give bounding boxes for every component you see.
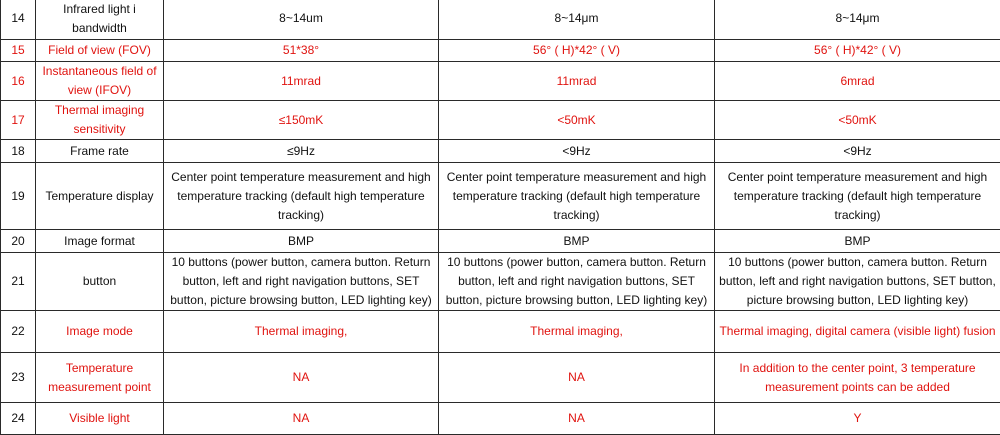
table-row [1,140,1000,163]
row-number: 18 [1,140,36,163]
model-2-value: 56° ( H)*42° ( V) [439,40,715,62]
model-1-value: BMP [164,230,439,253]
model-3-value: <9Hz [715,140,1000,163]
model-3-value: 10 buttons (power button, camera button. Return button, left and right navigation buttons, SET button, picture browsing button, LED lighting key) [715,253,1000,311]
model-1-value: Thermal imaging, [164,311,439,353]
model-3-value: Thermal imaging, digital camera (visible light) fusion [715,311,1000,353]
model-2-value: Thermal imaging, [439,311,715,353]
model-2-value: NA [439,353,715,403]
table-row [1,101,1000,140]
model-2-value: NA [439,403,715,435]
model-2-value: <50mK [439,101,715,140]
parameter-name: Visible light [36,403,164,435]
table-row [1,62,1000,101]
model-2-value: BMP [439,230,715,253]
row-number: 14 [1,0,36,40]
model-3-value: In addition to the center point, 3 temperature measurement points can be added [715,353,1000,403]
model-3-value: 56° ( H)*42° ( V) [715,40,1000,62]
model-2-value: <9Hz [439,140,715,163]
model-1-value: Center point temperature measurement and high temperature tracking (default high temperature tracking) [164,163,439,230]
row-number: 23 [1,353,36,403]
model-2-value: 8~14μm [439,0,715,40]
table-row [1,230,1000,253]
table-row [1,0,1000,40]
table-row [1,311,1000,353]
model-1-value: 11mrad [164,62,439,101]
row-number: 22 [1,311,36,353]
parameter-name: Thermal imaging sensitivity [36,101,164,140]
table-row [1,253,1000,311]
model-1-value: NA [164,353,439,403]
model-2-value: Center point temperature measurement and high temperature tracking (default high temperature tracking) [439,163,715,230]
model-1-value: ≤150mK [164,101,439,140]
row-number: 24 [1,403,36,435]
parameter-name: Image format [36,230,164,253]
parameter-name: Field of view (FOV) [36,40,164,62]
row-number: 17 [1,101,36,140]
parameter-name: Image mode [36,311,164,353]
model-2-value: 10 buttons (power button, camera button. Return button, left and right navigation buttons, SET button, picture browsing button, LED lighting key) [439,253,715,311]
model-1-value: NA [164,403,439,435]
model-1-value: 10 buttons (power button, camera button. Return button, left and right navigation buttons, SET button, picture browsing button, LED lighting key) [164,253,439,311]
model-1-value: ≤9Hz [164,140,439,163]
model-3-value: 6mrad [715,62,1000,101]
parameter-name: Temperature measurement point [36,353,164,403]
table-row [1,403,1000,435]
parameter-name: Infrared light i bandwidth [36,0,164,40]
model-3-value: <50mK [715,101,1000,140]
model-2-value: 11mrad [439,62,715,101]
model-3-value: BMP [715,230,1000,253]
model-3-value: Y [715,403,1000,435]
model-1-value: 8~14um [164,0,439,40]
model-3-value: 8~14μm [715,0,1000,40]
table-row [1,163,1000,230]
row-number: 21 [1,253,36,311]
parameter-name: Frame rate [36,140,164,163]
parameter-name: Instantaneous field of view (IFOV) [36,62,164,101]
table-row [1,353,1000,403]
parameter-name: Temperature display [36,163,164,230]
table-row [1,40,1000,62]
row-number: 15 [1,40,36,62]
model-1-value: 51*38° [164,40,439,62]
row-number: 20 [1,230,36,253]
parameter-name: button [36,253,164,311]
row-number: 16 [1,62,36,101]
model-3-value: Center point temperature measurement and high temperature tracking (default high temperature tracking) [715,163,1000,230]
row-number: 19 [1,163,36,230]
